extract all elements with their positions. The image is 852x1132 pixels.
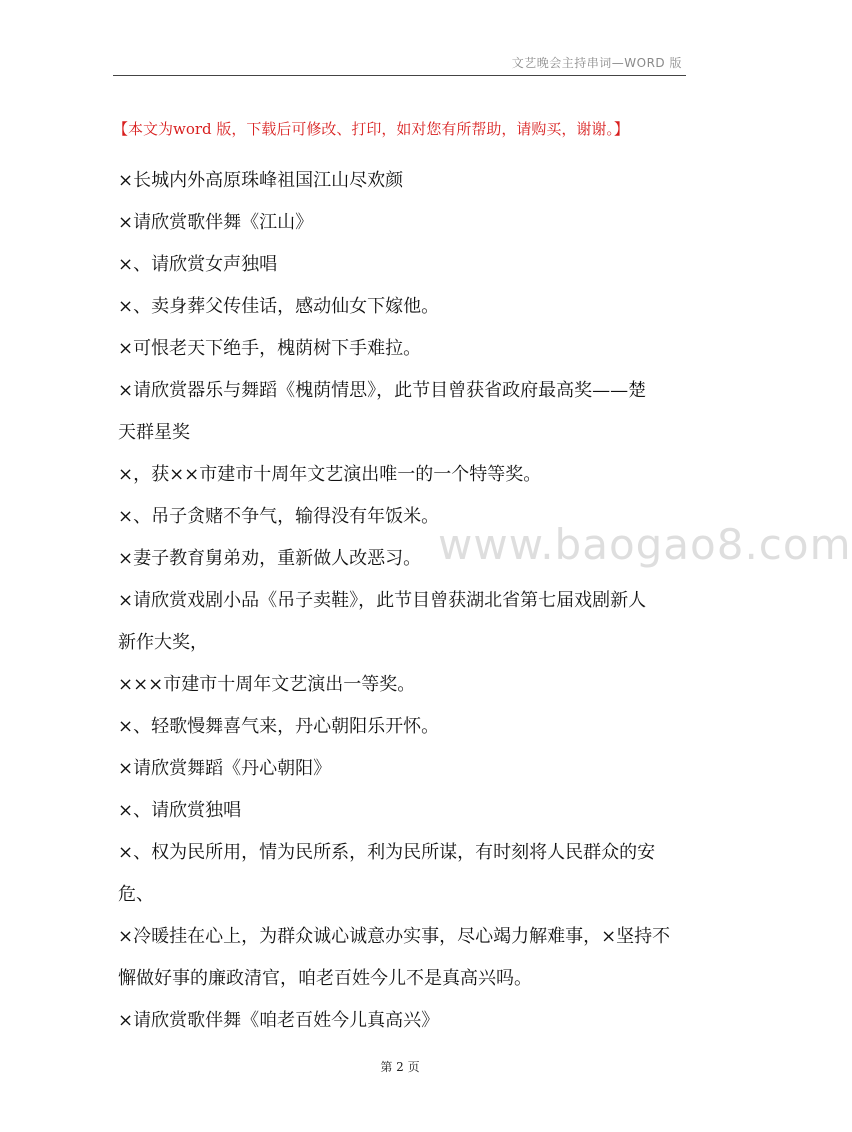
text-line: ×长城内外高原珠峰祖国江山尽欢颜	[118, 170, 404, 191]
text-line: ×、请欣赏女声独唱	[118, 254, 278, 275]
header-rule	[113, 75, 686, 76]
page-number: 第 2 页	[380, 1060, 420, 1074]
text-line: ×××市建市十周年文艺演出一等奖。	[118, 674, 416, 695]
text-line: 危、	[118, 884, 154, 905]
text-line: ×可恨老天下绝手，槐荫树下手难拉。	[118, 338, 422, 359]
page-header-title: 文艺晚会主持串词—WORD 版	[511, 56, 682, 70]
red-notice: 【本文为word 版，下载后可修改、打印，如对您有所帮助，请购买，谢谢。】	[113, 120, 629, 138]
text-line: ×，获××市建市十周年文艺演出唯一的一个特等奖。	[118, 464, 542, 485]
text-line: ×请欣赏戏剧小品《吊子卖鞋》，此节目曾获湖北省第七届戏剧新人	[118, 590, 647, 611]
text-line: ×、卖身葬父传佳话，感动仙女下嫁他。	[118, 296, 440, 317]
text-line: ×请欣赏舞蹈《丹心朝阳》	[118, 758, 332, 779]
text-line: ×请欣赏歌伴舞《咱老百姓今儿真高兴》	[118, 1010, 440, 1031]
text-line: ×、轻歌慢舞喜气来，丹心朝阳乐开怀。	[118, 716, 440, 737]
text-line: ×请欣赏器乐与舞蹈《槐荫情思》，此节目曾获省政府最高奖——楚	[118, 380, 647, 401]
text-line: ×、吊子贪赌不争气，输得没有年饭米。	[118, 506, 440, 527]
text-line: 懈做好事的廉政清官，咱老百姓今儿不是真高兴吗。	[118, 968, 532, 989]
text-line: ×冷暖挂在心上，为群众诚心诚意办实事，尽心竭力解难事，×坚持不	[118, 926, 671, 947]
text-line: 新作大奖，	[118, 632, 208, 653]
text-line: 天群星奖	[118, 422, 190, 443]
document-body	[118, 160, 690, 1042]
text-line: ×请欣赏歌伴舞《江山》	[118, 212, 314, 233]
text-line: ×妻子教育舅弟劝，重新做人改恶习。	[118, 548, 422, 569]
watermark: www.baogao8.com	[438, 520, 852, 569]
text-line: ×、权为民所用，情为民所系，利为民所谋，有时刻将人民群众的安	[118, 842, 656, 863]
text-line: ×、请欣赏独唱	[118, 800, 242, 821]
